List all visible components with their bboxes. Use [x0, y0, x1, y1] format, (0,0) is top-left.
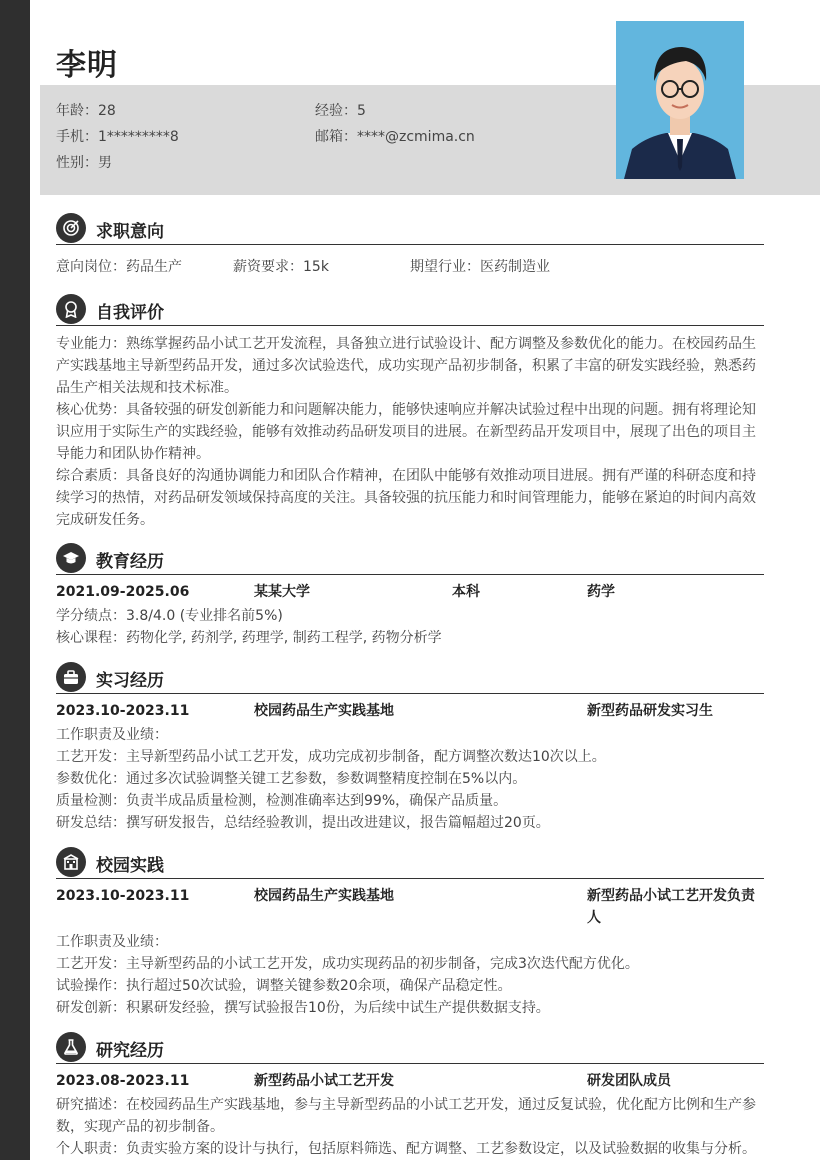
internship-line: 工艺开发：主导新型药品小试工艺开发，成功完成初步制备，配方调整次数达10次以上。	[56, 749, 606, 765]
intent-position: 意向岗位：药品生产	[56, 259, 182, 275]
intent-salary: 薪资要求：15k	[233, 259, 329, 275]
section-education	[56, 543, 764, 575]
internship-role: 新型药品研发实习生	[587, 703, 713, 719]
section-research	[56, 1032, 764, 1064]
internship-line: 参数优化：通过多次试验调整关键工艺参数，参数调整精度控制在5%以内。	[56, 771, 527, 787]
internship-line: 研发总结：撰写研发报告，总结经验教训，提出改进建议，报告篇幅超过20页。	[56, 815, 550, 831]
section-title-job-intent: 求职意向	[96, 222, 164, 242]
section-job-intent	[56, 213, 764, 245]
section-campus-practice	[56, 847, 764, 879]
section-title-research: 研究经历	[96, 1041, 164, 1061]
gender-field: 性别：男	[56, 155, 112, 171]
badge-icon	[56, 294, 86, 324]
portrait-illustration	[616, 21, 744, 179]
section-title-internship: 实习经历	[96, 671, 164, 691]
research-role: 研发团队成员	[587, 1073, 671, 1089]
campus-line: 工作职责及业绩：	[56, 934, 168, 950]
research-period: 2023.08-2023.11	[56, 1073, 190, 1089]
section-title-self-evaluation: 自我评价	[96, 303, 164, 323]
experience-field: 经验：5	[315, 103, 366, 119]
internship-line: 工作职责及业绩：	[56, 727, 168, 743]
education-courses: 核心课程：药物化学, 药剂学, 药理学, 制药工程学, 药物分析学	[56, 630, 442, 646]
internship-organization: 校园药品生产实践基地	[254, 703, 394, 719]
building-icon	[56, 847, 86, 877]
campus-line: 试验操作：执行超过50次试验，调整关键参数20余项，确保产品稳定性。	[56, 978, 512, 994]
section-title-education: 教育经历	[96, 552, 164, 572]
candidate-name: 李明	[56, 48, 118, 83]
education-gpa: 学分绩点：3.8/4.0 (专业排名前5%)	[56, 608, 283, 624]
research-duty: 个人职责：负责实验方案的设计与执行，包括原料筛选、配方调整、工艺参数设定，以及试验数据的收集与分析。	[56, 1141, 756, 1157]
section-self-evaluation	[56, 294, 764, 326]
education-degree: 本科	[452, 584, 480, 600]
target-icon	[56, 213, 86, 243]
internship-line: 质量检测：负责半成品质量检测，检测准确率达到99%，确保产品质量。	[56, 793, 508, 809]
self-eval-quality: 综合素质：具备良好的沟通协调能力和团队合作精神，在团队中能够有效推动项目进展。拥有严谨的科研态度和持续学习的热情，对药品研发领域保持高度的关注。具备较强的抗压能力和时间管理能力，能够在紧迫的时间内高效完成研发任务。	[56, 468, 756, 528]
education-period: 2021.09-2025.06	[56, 584, 190, 600]
campus-line: 研发创新：积累研发经验，撰写试验报告10份，为后续中试生产提供数据支持。	[56, 1000, 550, 1016]
age-field: 年龄：28	[56, 103, 116, 119]
section-internship	[56, 662, 764, 694]
graduation-cap-icon	[56, 543, 86, 573]
education-major: 药学	[587, 584, 615, 600]
research-project: 新型药品小试工艺开发	[254, 1073, 394, 1089]
intent-industry: 期望行业：医药制造业	[410, 259, 550, 275]
self-eval-advantage: 核心优势：具备较强的研发创新能力和问题解决能力，能够快速响应并解决试验过程中出现的问题。拥有将理论知识应用于实际生产的实践经验，能够有效推动药品研发项目的进展。在新型药品开发项目中，展现了出色的项目主导能力和团队协作精神。	[56, 402, 756, 462]
flask-icon	[56, 1032, 86, 1062]
campus-line: 工艺开发：主导新型药品的小试工艺开发，成功实现药品的初步制备，完成3次迭代配方优化。	[56, 956, 639, 972]
phone-field: 手机：1*********8	[56, 129, 179, 145]
self-eval-professional: 专业能力：熟练掌握药品小试工艺开发流程，具备独立进行试验设计、配方调整及参数优化的能力。在校园药品生产实践基地主导新型药品开发，通过多次试验迭代，成功实现产品初步制备，积累了丰富的研发实践经验，熟悉药品生产相关法规和技术标准。	[56, 336, 756, 396]
section-title-campus-practice: 校园实践	[96, 856, 164, 876]
briefcase-icon	[56, 662, 86, 692]
campus-organization: 校园药品生产实践基地	[254, 888, 394, 904]
internship-period: 2023.10-2023.11	[56, 703, 190, 719]
email-field: 邮箱：****@zcmima.cn	[315, 129, 475, 145]
campus-role: 新型药品小试工艺开发负责人	[587, 888, 755, 926]
campus-period: 2023.10-2023.11	[56, 888, 190, 904]
education-school: 某某大学	[254, 584, 310, 600]
left-sidebar-bar	[0, 0, 30, 1160]
research-description: 研究描述：在校园药品生产实践基地，参与主导新型药品的小试工艺开发，通过反复试验，优化配方比例和生产参数，实现产品的初步制备。	[56, 1097, 756, 1135]
profile-photo	[616, 21, 744, 179]
